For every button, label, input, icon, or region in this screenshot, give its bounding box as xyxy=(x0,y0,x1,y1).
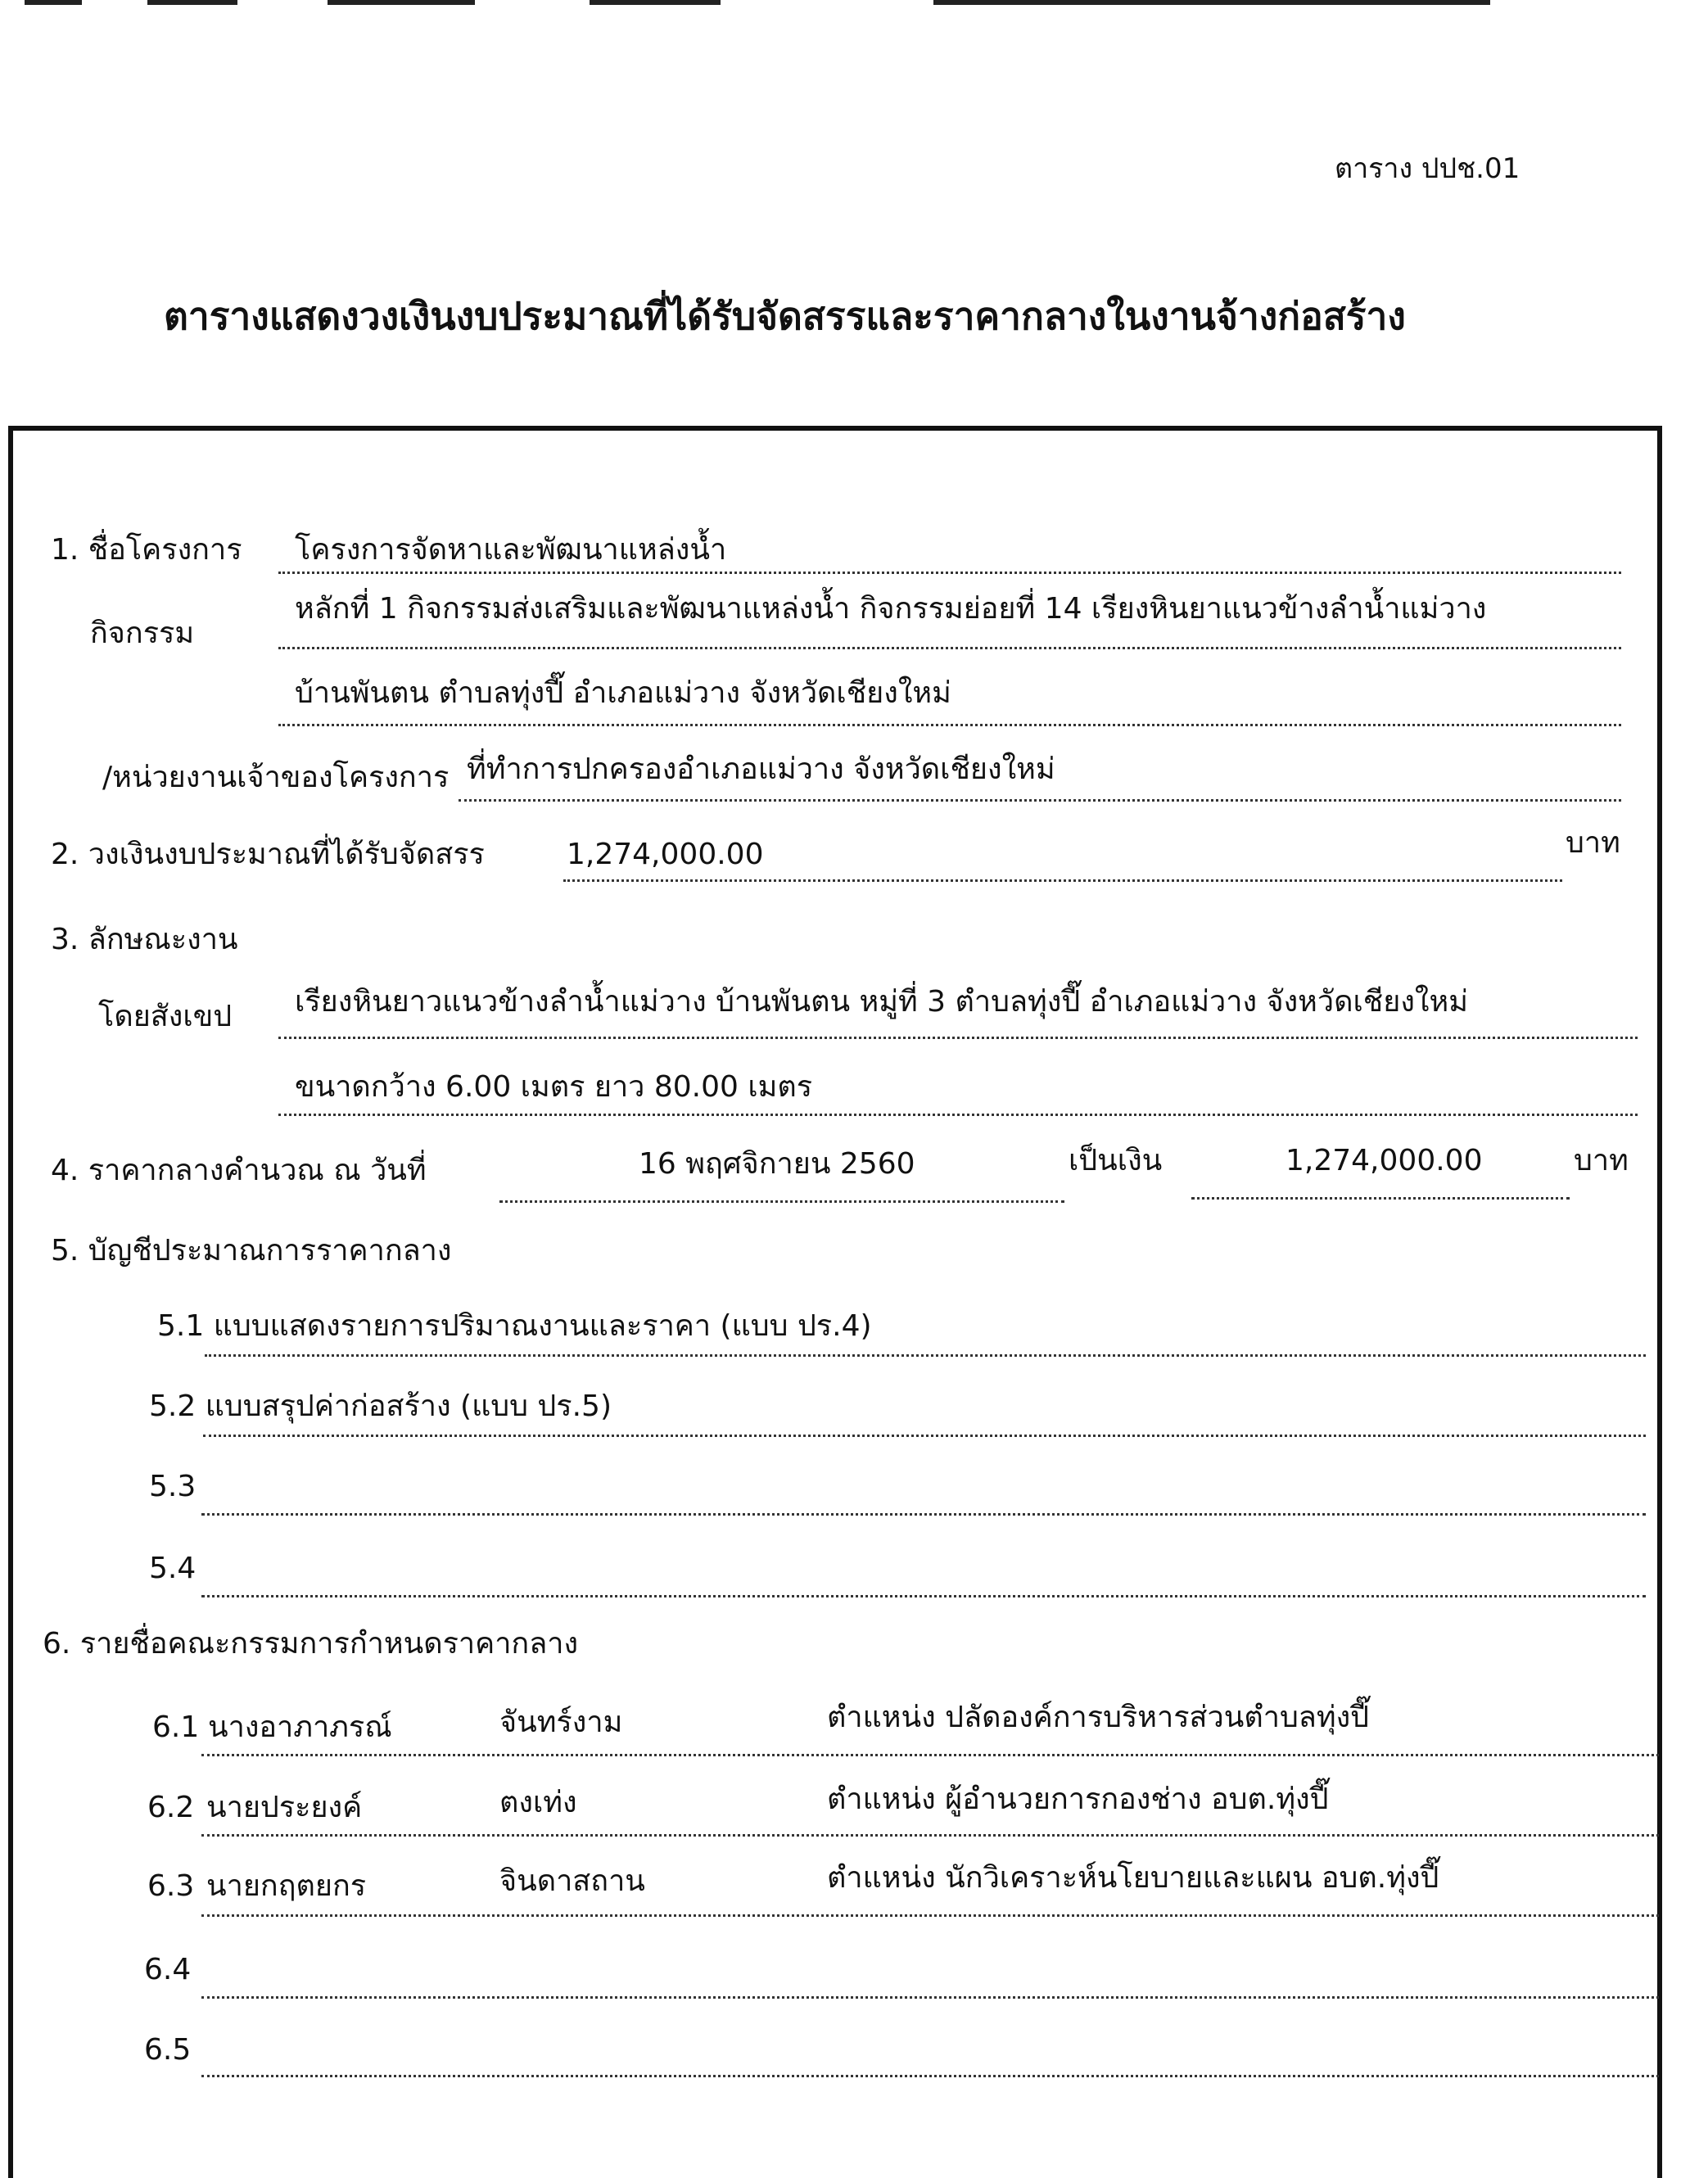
estimate-entry-5-3: 5.3 xyxy=(149,1470,197,1503)
price-unit: บาท xyxy=(1574,1144,1629,1177)
price-date: 16 พฤศจิกายน 2560 xyxy=(639,1147,915,1181)
dotted-line xyxy=(1191,1197,1570,1200)
budget-unit: บาท xyxy=(1566,826,1620,860)
dotted-line xyxy=(278,572,1621,574)
scan-mark xyxy=(328,0,475,5)
dotted-line xyxy=(201,1513,1646,1516)
member-position: ตำแหน่ง นักวิเคราะห์นโยบายและแผน อบต.ทุ่งปี๊ xyxy=(827,1861,1439,1895)
dotted-line xyxy=(499,1200,1064,1203)
member-no: 6.3 xyxy=(147,1869,195,1903)
owner-value: ที่ทำการปกครองอำเภอแม่วาง จังหวัดเชียงใหม่ xyxy=(467,752,1055,786)
scan-mark xyxy=(147,0,237,5)
item5-label: 5. บัญชีประมาณการราคากลาง xyxy=(51,1234,452,1267)
dotted-line xyxy=(205,1354,1646,1357)
dotted-line xyxy=(201,1754,1659,1756)
item2-label: 2. วงเงินงบประมาณที่ได้รับจัดสรร xyxy=(51,838,485,871)
price-amount: 1,274,000.00 xyxy=(1286,1144,1483,1177)
member-no: 6.4 xyxy=(144,1953,192,1986)
activity-line-1: หลักที่ 1 กิจกรรมส่งเสริมและพัฒนาแหล่งน้ำ กิจกรรมย่อยที่ 14 เรียงหินยาแนวข้างลำน้ำแม่วาง xyxy=(295,592,1487,626)
dotted-line xyxy=(563,879,1562,882)
member-first-name: นางอาภาภรณ์ xyxy=(208,1710,392,1744)
member-position: ตำแหน่ง ผู้อำนวยการกองช่าง อบต.ทุ่งปี๊ xyxy=(827,1783,1329,1816)
activity-line-2: บ้านพันตน ตำบลทุ่งปี๊ อำเภอแม่วาง จังหวัดเชียงใหม่ xyxy=(295,676,951,710)
scan-mark xyxy=(590,0,721,5)
estimate-entry-5-4: 5.4 xyxy=(149,1552,197,1585)
owner-label: /หน่วยงานเจ้าของโครงการ xyxy=(102,761,450,794)
item3-label: 3. ลักษณะงาน xyxy=(51,923,238,956)
estimate-entry-5-2: 5.2 แบบสรุปค่าก่อสร้าง (แบบ ปร.5) xyxy=(149,1389,612,1423)
amount-label: เป็นเงิน xyxy=(1069,1144,1163,1177)
item6-label: 6. รายชื่อคณะกรรมการกำหนดราคากลาง xyxy=(43,1627,579,1661)
dotted-line xyxy=(201,1996,1659,1999)
scan-mark xyxy=(25,0,82,5)
project-name: โครงการจัดหาและพัฒนาแหล่งน้ำ xyxy=(295,533,727,567)
work-line-1: เรียงหินยาวแนวข้างลำน้ำแม่วาง บ้านพันตน หมู่ที่ 3 ตำบลทุ่งปี๊ อำเภอแม่วาง จังหวัดเชียงใหม่ xyxy=(295,985,1468,1019)
member-no: 6.5 xyxy=(144,2033,192,2067)
page-title: ตารางแสดงวงเงินงบประมาณที่ได้รับจัดสรรและราคากลางในงานจ้างก่อสร้าง xyxy=(164,294,1406,338)
dotted-line xyxy=(201,1914,1659,1917)
member-last-name: จินดาสถาน xyxy=(499,1864,645,1898)
dotted-line xyxy=(278,647,1621,649)
member-position: ตำแหน่ง ปลัดองค์การบริหารส่วนตำบลทุ่งปี๊ xyxy=(827,1701,1370,1734)
member-no: 6.1 xyxy=(152,1710,200,1744)
item1-label: 1. ชื่อโครงการ xyxy=(51,533,242,567)
activity-label: กิจกรรม xyxy=(90,617,195,650)
member-last-name: ตงเท่ง xyxy=(499,1786,577,1819)
budget-value: 1,274,000.00 xyxy=(567,838,764,871)
dotted-line xyxy=(203,1435,1646,1437)
dotted-line xyxy=(459,799,1621,802)
dotted-line xyxy=(201,1834,1659,1837)
member-first-name: นายกฤตยกร xyxy=(206,1869,367,1903)
form-reference: ตาราง ปปช.01 xyxy=(1335,152,1520,185)
member-no: 6.2 xyxy=(147,1791,195,1824)
dotted-line xyxy=(278,1037,1638,1039)
estimate-entry-5-1: 5.1 แบบแสดงรายการปริมาณงานและราคา (แบบ ปร.4) xyxy=(157,1309,872,1343)
dotted-line xyxy=(278,724,1621,726)
dotted-line xyxy=(201,2075,1659,2077)
member-last-name: จันทร์งาม xyxy=(499,1706,623,1739)
member-first-name: นายประยงค์ xyxy=(206,1791,363,1824)
work-line-2: ขนาดกว้าง 6.00 เมตร ยาว 80.00 เมตร xyxy=(295,1070,813,1104)
dotted-line xyxy=(278,1114,1638,1116)
dotted-line xyxy=(201,1595,1646,1597)
item4-label: 4. ราคากลางคำนวณ ณ วันที่ xyxy=(51,1154,427,1187)
scan-mark xyxy=(933,0,1490,5)
summary-label: โดยสังเขป xyxy=(98,1000,233,1033)
